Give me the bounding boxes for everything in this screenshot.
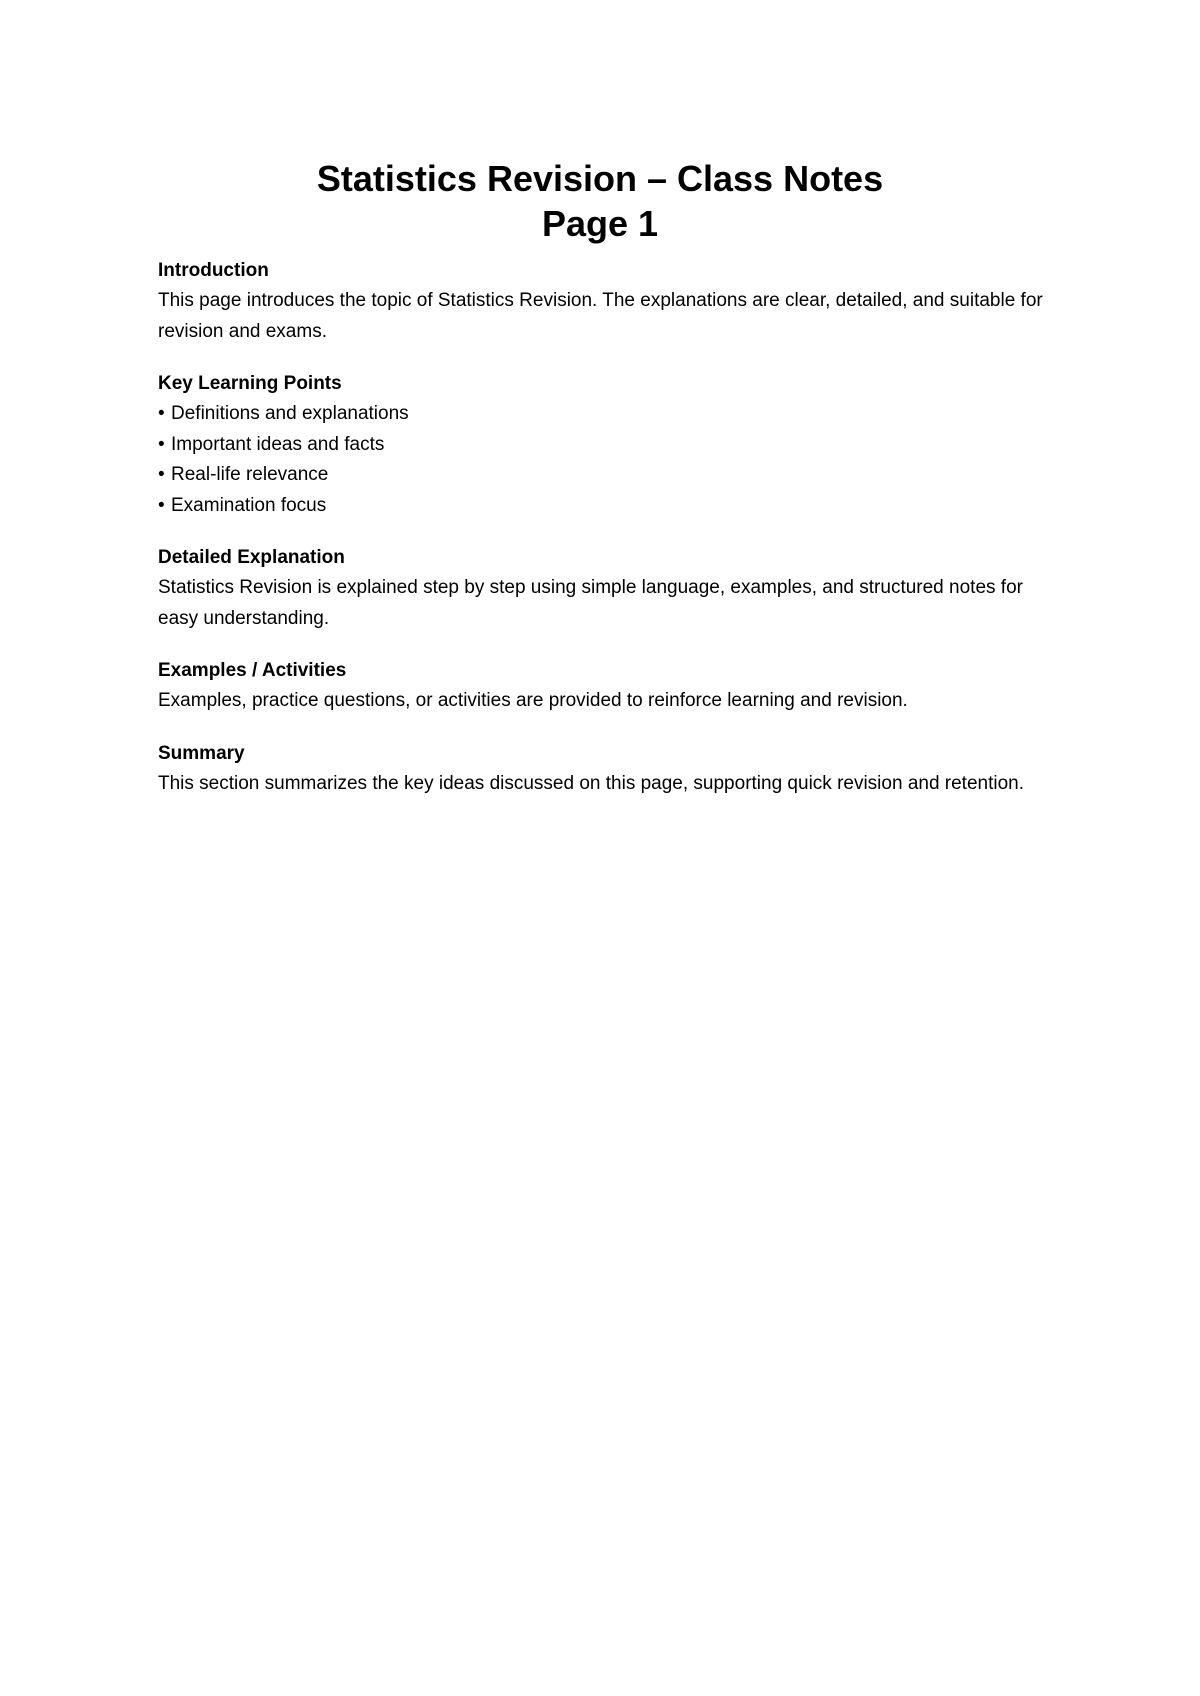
list-item (158, 491, 1058, 522)
list-item-text: Definitions and explanations (171, 403, 409, 424)
section-key-learning-points (158, 369, 1058, 521)
section-paragraph: This section summarizes the key ideas discussed on this page, supporting quick revision and retention. (158, 772, 1025, 794)
section-examples-activities (158, 656, 1058, 717)
section-detailed-explanation (158, 543, 1058, 634)
section-paragraph: Statistics Revision is explained step by step using simple language, examples, and structured notes for easy understanding. (158, 577, 1023, 629)
bullet-list (158, 399, 1058, 521)
section-heading: Detailed Explanation (158, 547, 345, 568)
section-paragraph: Examples, practice questions, or activities are provided to reinforce learning and revision. (158, 690, 908, 711)
section-introduction (158, 256, 1058, 347)
bullet-icon: • (158, 433, 165, 455)
list-item-text: Real-life relevance (171, 464, 329, 485)
section-heading: Introduction (158, 260, 269, 281)
title-block (0, 156, 1200, 246)
section-paragraph: This page introduces the topic of Statistics Revision. The explanations are clear, detailed, and suitable for revision and exams. (158, 290, 1043, 342)
document-content (158, 256, 1058, 821)
list-item (158, 430, 1058, 461)
document-title: Statistics Revision – Class Notes (316, 158, 884, 199)
bullet-icon: • (158, 464, 165, 485)
bullet-icon: • (158, 403, 165, 424)
section-heading: Examples / Activities (158, 660, 347, 681)
list-item-text: Important ideas and facts (171, 433, 385, 455)
page-number-heading: Page 1 (541, 203, 659, 244)
section-summary (158, 739, 1058, 800)
section-heading: Key Learning Points (158, 373, 342, 394)
section-heading: Summary (158, 742, 245, 764)
bullet-icon: • (158, 494, 165, 516)
list-item (158, 399, 1058, 430)
list-item-text: Examination focus (171, 494, 327, 516)
list-item (158, 460, 1058, 491)
